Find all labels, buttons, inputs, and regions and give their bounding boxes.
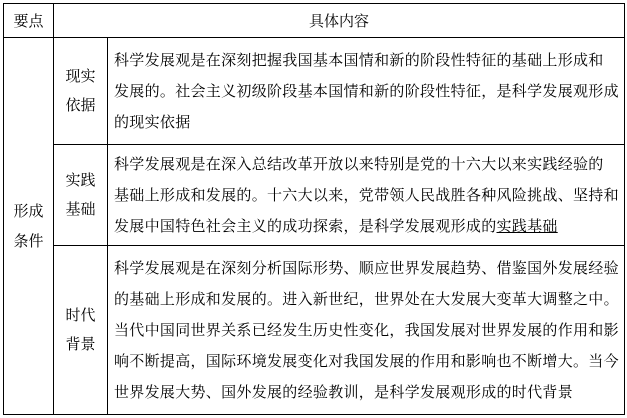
row-content-practical-foundation xyxy=(108,145,625,246)
content-line: 科学发展观是在深入总结改革开放以来特别是党的十六大以来实践经验的 xyxy=(114,154,604,173)
row-label-realistic-basis xyxy=(54,38,108,145)
row-label-line: 基础 xyxy=(65,200,96,218)
content-line: 科学发展观是在深刻分析国际形势、顺应世界发展趋势、借鉴国外发展经验 xyxy=(114,258,619,277)
content-line: 的现实依据 xyxy=(114,112,191,131)
table-row xyxy=(4,145,625,246)
row-label-line: 现实 xyxy=(65,67,96,85)
group-label-formation-conditions xyxy=(4,38,54,415)
header-details: 具体内容 xyxy=(54,4,625,38)
row-label-line: 实践 xyxy=(65,171,96,189)
content-line: 的基础上形成和发展的。进入新世纪，世界处在大发展大变革大调整之中。 xyxy=(114,289,619,308)
content-line: 科学发展观是在深刻把握我国基本国情和新的阶段性特征的基础上形成和 xyxy=(114,50,604,69)
group-label-line: 条件 xyxy=(13,232,44,250)
row-label-line: 时代 xyxy=(65,306,96,324)
content-line: 响不断提高，国际环境发展变化对我国发展的作用和影响也不断增大。当今 xyxy=(114,351,619,370)
content-line: 基础上形成和发展的。十六大以来，党带领人民战胜各种风险挑战、坚持和 xyxy=(114,185,619,204)
content-line: 世界发展大势、国外发展的经验教训，是科学发展观形成的时代背景 xyxy=(114,382,574,401)
row-label-practical-foundation xyxy=(54,145,108,246)
row-label-line: 依据 xyxy=(65,96,96,114)
row-label-line: 背景 xyxy=(65,335,96,353)
content-line xyxy=(114,211,618,242)
content-line: 当代中国同世界关系已经发生历史性变化，我国发展对世界发展的作用和影 xyxy=(114,320,619,339)
row-label-era-background xyxy=(54,246,108,415)
row-content-era-background xyxy=(108,246,625,415)
content-table xyxy=(3,3,625,415)
content-line: 发展的。社会主义初级阶段基本国情和新的阶段性特征，是科学发展观形成 xyxy=(114,81,619,100)
content-line-text: 发展中国特色社会主义的成功探索，是科学发展观形成的 xyxy=(114,216,497,235)
header-key-points: 要点 xyxy=(4,4,54,38)
group-label-line: 形成 xyxy=(13,202,44,220)
header-row xyxy=(4,4,625,38)
table-row xyxy=(4,246,625,415)
row-content-realistic-basis xyxy=(108,38,625,145)
underlined-phrase: 实践基础 xyxy=(496,216,558,235)
table-row xyxy=(4,38,625,145)
